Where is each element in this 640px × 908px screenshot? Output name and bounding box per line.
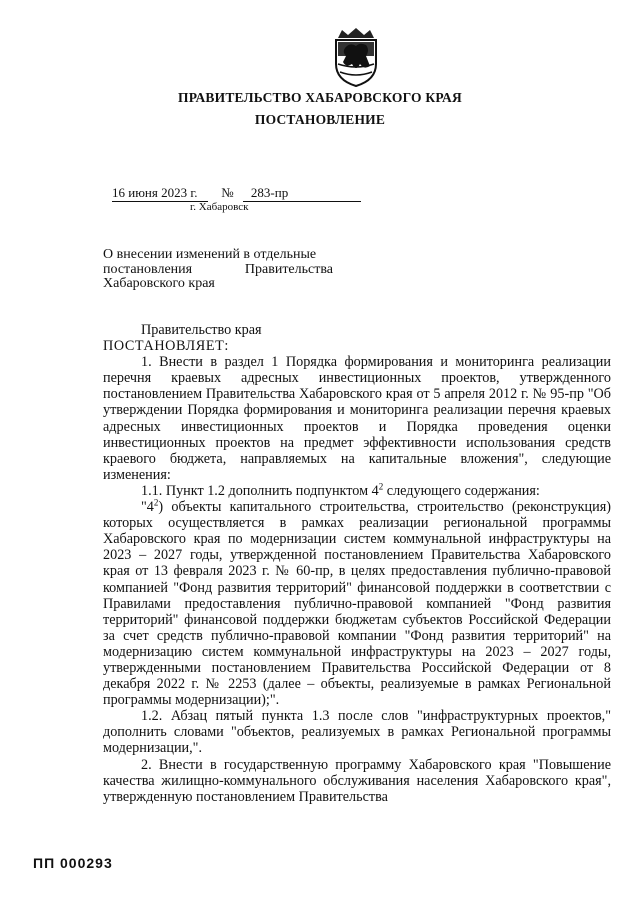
- number-sign: №: [221, 185, 234, 200]
- paragraph-quote: [103, 499, 611, 708]
- paragraph-1-1: [103, 483, 611, 499]
- paragraph-1-1-text: 1.1. Пункт 1.2 дополнить подпунктом 4: [141, 482, 379, 499]
- coat-of-arms-emblem: [330, 26, 382, 88]
- document-city: г. Хабаровск: [190, 201, 249, 213]
- document-date-number-line: [112, 185, 361, 202]
- decree-word: ПОСТАНОВЛЯЕТ:: [103, 338, 229, 355]
- issuer-line: Правительство края: [141, 322, 262, 338]
- paragraph-1-1-tail: следующего содержания:: [383, 482, 540, 499]
- superscript: 2: [378, 481, 384, 492]
- subject-line-2: [103, 263, 333, 278]
- subject-line-2a: постановления: [103, 261, 193, 277]
- paragraph-1: 1. Внести в раздел 1 Порядка формирования и мониторинга реализации перечня краевых адресных инвестиционных проектов, утвержденного постановлением Правительства Хабаровского края от 5 апреля 2012 г. № 95-пр "Об утверждении Порядка формирования и мониторинга реализации перечня краевых адресных инвестиционных проектов и Порядка проведения оценки инвестиционных проектов на предмет эффективности использования средств краевого бюджета, направляемых на капитальные вложения", следующие изменения:: [103, 354, 611, 483]
- superscript: 2: [153, 497, 159, 508]
- document-subject: [103, 248, 333, 292]
- document-body: [103, 322, 611, 805]
- document-type-title: ПОСТАНОВЛЕНИЕ: [254, 112, 386, 127]
- document-number: 283-пр: [243, 185, 361, 202]
- paragraph-1-2: 1.2. Абзац пятый пункта 1.3 после слов "инфраструктурных проектов," дополнить словами "объектов, реализуемых в рамках Региональной программы модернизации,".: [103, 708, 611, 757]
- subject-line-1: О внесении изменений в отдельные: [103, 247, 317, 262]
- quote-start: "4: [141, 499, 154, 516]
- organization-title: ПРАВИТЕЛЬСТВО ХАБАРОВСКОГО КРАЯ: [178, 90, 462, 105]
- quote-text: ) объекты капитального строительства, строительство (реконструкция) которых осуществляется в рамках реализации региональной программы Хабаровского края по модернизации систем коммунальной инфраструктуры на 2023 – 2027 годы, утвержденной постановлением Правительства Хабаровского края от 13 февраля 2023 г. № 60-пр, в целях предоставления публично-правовой компанией "Фонд развития территорий" финансовой поддержки в соответствии с Правилами предоставления публично-правовой компанией "Фонд развития территорий" финансовой поддержки бюджетам субъектов Российской Федерации за счет средств публично-правовой компании "Фонд развития территорий" на модернизацию систем коммунальной инфраструктуры на 2023 – 2027 годы, утвержденными постановлением Правительства Российской Федерации от 8 декабря 2022 г. № 2253 (далее – объекты, реализуемые в рамках Региональной программы модернизации);".: [103, 499, 611, 709]
- document-date: 16 июня 2023 г.: [112, 185, 208, 202]
- form-code: ПП 000293: [33, 855, 113, 871]
- subject-line-3: Хабаровского края: [103, 276, 215, 291]
- subject-line-2b: Правительства: [244, 261, 333, 277]
- paragraph-2: 2. Внести в государственную программу Хабаровского края "Повышение качества жилищно-коммунального обслуживания населения Хабаровского края", утвержденную постановлением Правительства: [103, 756, 611, 805]
